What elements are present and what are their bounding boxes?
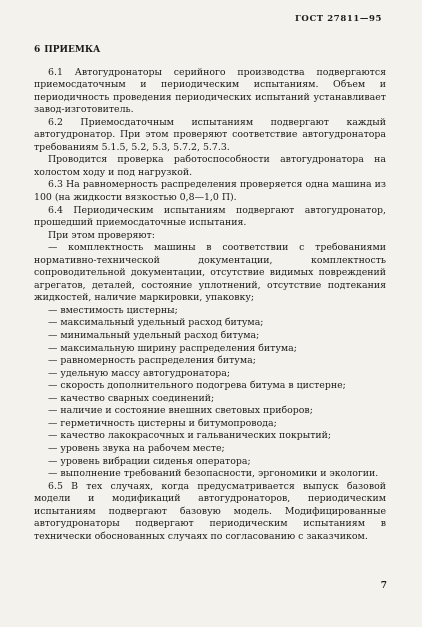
paragraph-check-operation: Проводится проверка работоспособности автогудронатора на холостом ходу и под нагрузкой. <box>34 154 386 178</box>
section-number: 6 <box>34 45 41 55</box>
check-item: — качество сварных соединений; <box>48 392 215 404</box>
check-item: — комплектность машины в соответствии с требованиями нормативно-технической документации, комплектность сопроводительной документации, отсутствие видимых повреждений агрегатов, деталей, состояние уплотнений, отсутствие подтекания жидкостей, наличие маркировки, упаковку; <box>34 242 386 304</box>
check-item: — максимальную ширину распределения битума; <box>48 342 297 354</box>
paragraph-6-2: 6.2 Приемосдаточным испытаниям подвергают каждый автогудронатор. При этом проверяют соответствие автогудронатора требованиям 5.1.5, 5.2, 5.3, 5.7.2, 5.7.3. <box>34 116 386 153</box>
check-list <box>34 242 386 480</box>
check-item: — максимальный удельный расход битума; <box>48 317 264 329</box>
document-code: ГОСТ 27811—95 <box>294 14 382 24</box>
paragraph-6-3: 6.3 На равномерность распределения проверяется одна машина из 100 (на жидкости вязкостью 0,8—1,0 П). <box>34 179 386 204</box>
page-number: 7 <box>380 581 387 591</box>
check-item: — наличие и состояние внешних световых приборов; <box>48 405 313 417</box>
paragraph-check-intro: При этом проверяют: <box>48 229 155 241</box>
check-item: — уровень звука на рабочем месте; <box>48 442 225 454</box>
check-item: — удельную массу автогудронатора; <box>48 367 230 379</box>
check-item: — герметичность цистерны и битумопровода; <box>48 417 277 429</box>
section-heading <box>34 44 386 57</box>
paragraph-6-4: 6.4 Периодическим испытаниям подвергают автогудронатор, прошедший приемосдаточные испытания. <box>34 204 386 229</box>
check-item: — скорость дополнительного подогрева битума в цистерне; <box>48 380 346 392</box>
check-item: — качество лакокрасочных и гальванических покрытий; <box>48 430 332 442</box>
page-content <box>34 40 386 543</box>
check-item: — вместимость цистерны; <box>48 304 178 316</box>
section-title: ПРИЕМКА <box>44 45 101 55</box>
paragraph-6-5: 6.5 В тех случаях, когда предусматривается выпуск базовой модели и модификаций автогудронаторов, периодическим испытаниям подвергают базовую модель. Модифицированные автогудронаторы подвергают периодическим испытаниям в технически обоснованных случаях по согласованию с заказчиком. <box>34 480 386 542</box>
check-item: — выполнение требований безопасности, эргономики и экологии. <box>48 468 379 480</box>
check-item: — минимальный удельный расход битума; <box>48 330 260 342</box>
check-item: — уровень вибрации сиденья оператора; <box>48 455 251 467</box>
check-item: — равномерность распределения битума; <box>48 355 256 367</box>
paragraph-6-1: 6.1 Автогудронаторы серийного производства подвергаются приемосдаточным и периодическим испытаниям. Объем и периодичность проведения периодических испытаний устанавливает завод-изготовитель. <box>34 66 386 116</box>
